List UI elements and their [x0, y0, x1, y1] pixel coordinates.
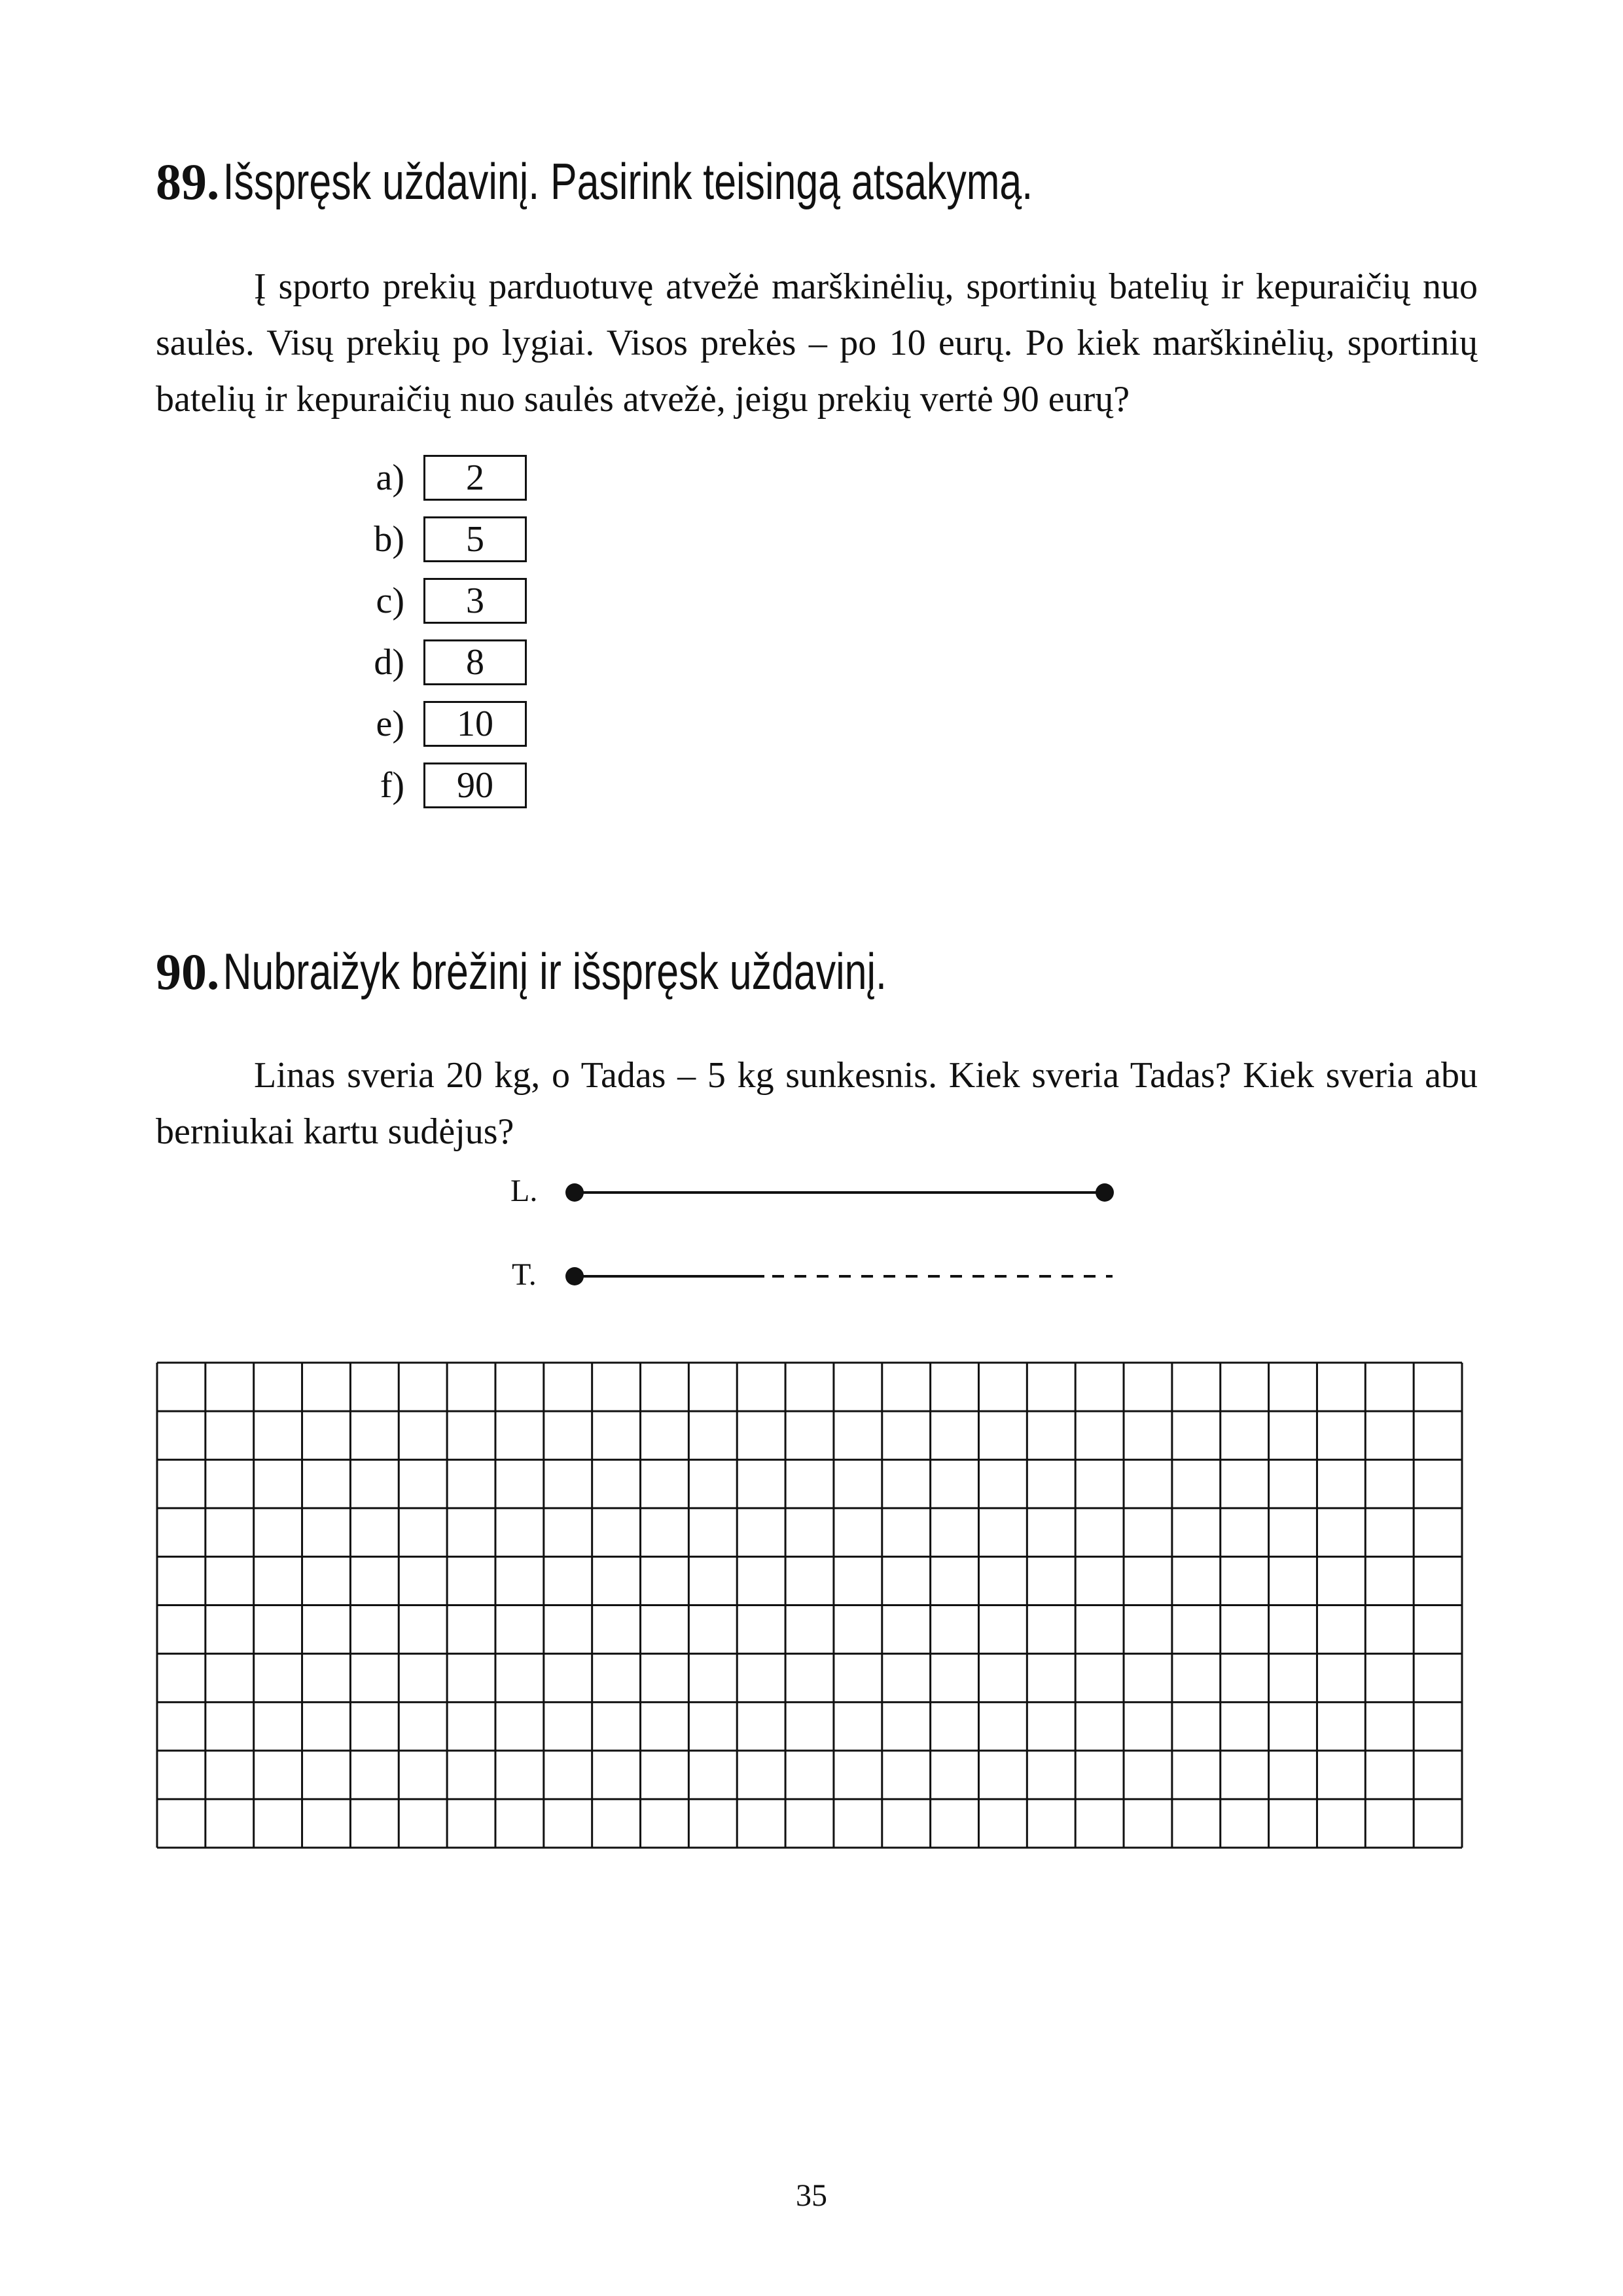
option-label: f) [380, 765, 404, 806]
option-answer-box[interactable]: 10 [423, 701, 527, 747]
linas-segment [565, 1183, 1114, 1202]
option-label: b) [374, 519, 404, 560]
tadas-segment-label: T. [512, 1257, 537, 1292]
option-answer-box[interactable]: 2 [423, 455, 527, 501]
option-answer-box[interactable]: 3 [423, 578, 527, 624]
option-answer-box[interactable]: 5 [423, 516, 527, 562]
linas-segment-label: L. [510, 1174, 538, 1208]
task-90-text: Linas sveria 20 kg, o Tadas – 5 kg sunkesnis. Kiek sveria Tadas? Kiek sveria abu berniukai kartu sudėjus? [156, 1055, 1478, 1152]
linas-start-point [565, 1183, 584, 1202]
tadas-segment [565, 1267, 1113, 1285]
option-label: c) [376, 581, 404, 621]
option-label: a) [376, 457, 404, 498]
task-89-title: Išspręsk uždavinį. Pasirink teisingą atsakymą. [223, 152, 1033, 210]
option-answer-box[interactable]: 8 [423, 639, 527, 685]
option-label: d) [374, 642, 404, 683]
task-90-number: 90. [156, 943, 220, 1000]
option-label: e) [376, 704, 404, 744]
task-90-title: Nubraižyk brėžinį ir išspręsk uždavinį. [223, 942, 887, 1000]
linas-end-point [1096, 1183, 1114, 1202]
page-number: 35 [796, 2178, 827, 2213]
tadas-start-point [565, 1267, 584, 1285]
option-answer-box[interactable]: 90 [423, 762, 527, 808]
task-89-number: 89. [156, 153, 220, 210]
task-89-text: Į sporto prekių parduotuvę atvežė marškinėlių, sportinių batelių ir kepuraičių nuo saulės. Visų prekių po lygiai. Visos prekės – po 10 eurų. Po kiek marškinėlių, sportinių batelių ir kepuraičių nuo saulės atvežė, jeigu prekių vertė 90 eurų? [156, 266, 1478, 420]
answer-grid[interactable] [156, 1361, 1463, 1849]
